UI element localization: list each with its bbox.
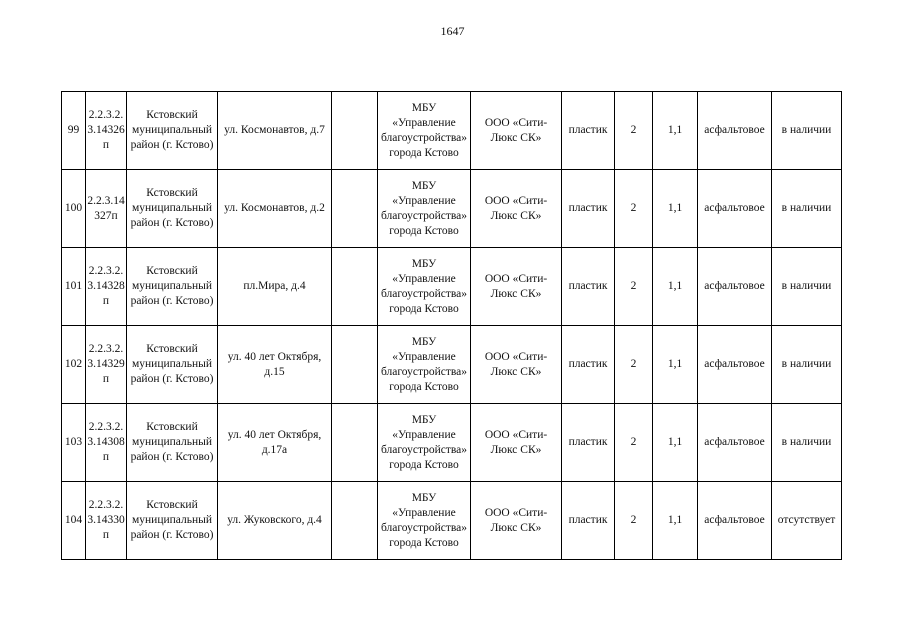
status-cell: отсутствует: [772, 482, 842, 560]
status-cell: в наличии: [772, 404, 842, 482]
surface-cell: асфальтовое: [698, 170, 772, 248]
material-cell: пластик: [562, 92, 615, 170]
operator-cell: ООО «Сити-Люкс СК»: [471, 170, 562, 248]
operator-cell: ООО «Сити-Люкс СК»: [471, 482, 562, 560]
district-cell: Кстовский муниципальный район (г. Кстово): [127, 92, 218, 170]
table-row: [62, 92, 842, 170]
district-cell: Кстовский муниципальный район (г. Кстово): [127, 404, 218, 482]
operator-cell: ООО «Сити-Люкс СК»: [471, 404, 562, 482]
address-cell: ул. Жуковского, д.4: [218, 482, 332, 560]
operator-cell: ООО «Сити-Люкс СК»: [471, 92, 562, 170]
coordinates-cell: [332, 482, 378, 560]
coordinates-cell: [332, 92, 378, 170]
container-count-cell: 2: [615, 326, 653, 404]
address-cell: ул. Космонавтов, д.7: [218, 92, 332, 170]
material-cell: пластик: [562, 404, 615, 482]
owner-cell: МБУ «Управление благоустройства» города Кстово: [378, 170, 471, 248]
container-count-cell: 2: [615, 248, 653, 326]
row-number: 104: [62, 482, 86, 560]
district-cell: Кстовский муниципальный район (г. Кстово): [127, 170, 218, 248]
owner-cell: МБУ «Управление благоустройства» города Кстово: [378, 248, 471, 326]
district-cell: Кстовский муниципальный район (г. Кстово): [127, 248, 218, 326]
address-cell: ул. 40 лет Октября, д.15: [218, 326, 332, 404]
surface-cell: асфальтовое: [698, 92, 772, 170]
address-cell: пл.Мира, д.4: [218, 248, 332, 326]
operator-cell: ООО «Сити-Люкс СК»: [471, 326, 562, 404]
surface-cell: асфальтовое: [698, 482, 772, 560]
container-count-cell: 2: [615, 482, 653, 560]
coordinates-cell: [332, 170, 378, 248]
page-number: 1647: [440, 24, 465, 38]
registry-code: 2.2.3.2.3.14330п: [86, 482, 127, 560]
volume-cell: 1,1: [653, 482, 698, 560]
registry-code: 2.2.3.2.3.14328п: [86, 248, 127, 326]
surface-cell: асфальтовое: [698, 326, 772, 404]
table-row: [62, 326, 842, 404]
owner-cell: МБУ «Управление благоустройства» города Кстово: [378, 482, 471, 560]
owner-cell: МБУ «Управление благоустройства» города Кстово: [378, 404, 471, 482]
row-number: 102: [62, 326, 86, 404]
row-number: 103: [62, 404, 86, 482]
district-cell: Кстовский муниципальный район (г. Кстово): [127, 326, 218, 404]
coordinates-cell: [332, 404, 378, 482]
row-number: 101: [62, 248, 86, 326]
volume-cell: 1,1: [653, 326, 698, 404]
volume-cell: 1,1: [653, 92, 698, 170]
coordinates-cell: [332, 326, 378, 404]
table-row: [62, 404, 842, 482]
container-count-cell: 2: [615, 92, 653, 170]
table-row: [62, 170, 842, 248]
material-cell: пластик: [562, 326, 615, 404]
container-count-cell: 2: [615, 404, 653, 482]
address-cell: ул. Космонавтов, д.2: [218, 170, 332, 248]
container-count-cell: 2: [615, 170, 653, 248]
volume-cell: 1,1: [653, 170, 698, 248]
row-number: 99: [62, 92, 86, 170]
surface-cell: асфальтовое: [698, 248, 772, 326]
status-cell: в наличии: [772, 248, 842, 326]
registry-code: 2.2.3.2.3.14308п: [86, 404, 127, 482]
coordinates-cell: [332, 248, 378, 326]
material-cell: пластик: [562, 170, 615, 248]
row-number: 100: [62, 170, 86, 248]
table-row: [62, 482, 842, 560]
table-row: [62, 248, 842, 326]
address-cell: ул. 40 лет Октября, д.17а: [218, 404, 332, 482]
volume-cell: 1,1: [653, 404, 698, 482]
surface-cell: асфальтовое: [698, 404, 772, 482]
material-cell: пластик: [562, 482, 615, 560]
status-cell: в наличии: [772, 170, 842, 248]
registry-code: 2.2.3.2.3.14329п: [86, 326, 127, 404]
owner-cell: МБУ «Управление благоустройства» города Кстово: [378, 92, 471, 170]
operator-cell: ООО «Сити-Люкс СК»: [471, 248, 562, 326]
district-cell: Кстовский муниципальный район (г. Кстово): [127, 482, 218, 560]
volume-cell: 1,1: [653, 248, 698, 326]
owner-cell: МБУ «Управление благоустройства» города Кстово: [378, 326, 471, 404]
material-cell: пластик: [562, 248, 615, 326]
container-sites-table: [61, 91, 842, 560]
registry-code: 2.2.3.2.3.14326п: [86, 92, 127, 170]
registry-code: 2.2.3.14327п: [86, 170, 127, 248]
status-cell: в наличии: [772, 92, 842, 170]
status-cell: в наличии: [772, 326, 842, 404]
